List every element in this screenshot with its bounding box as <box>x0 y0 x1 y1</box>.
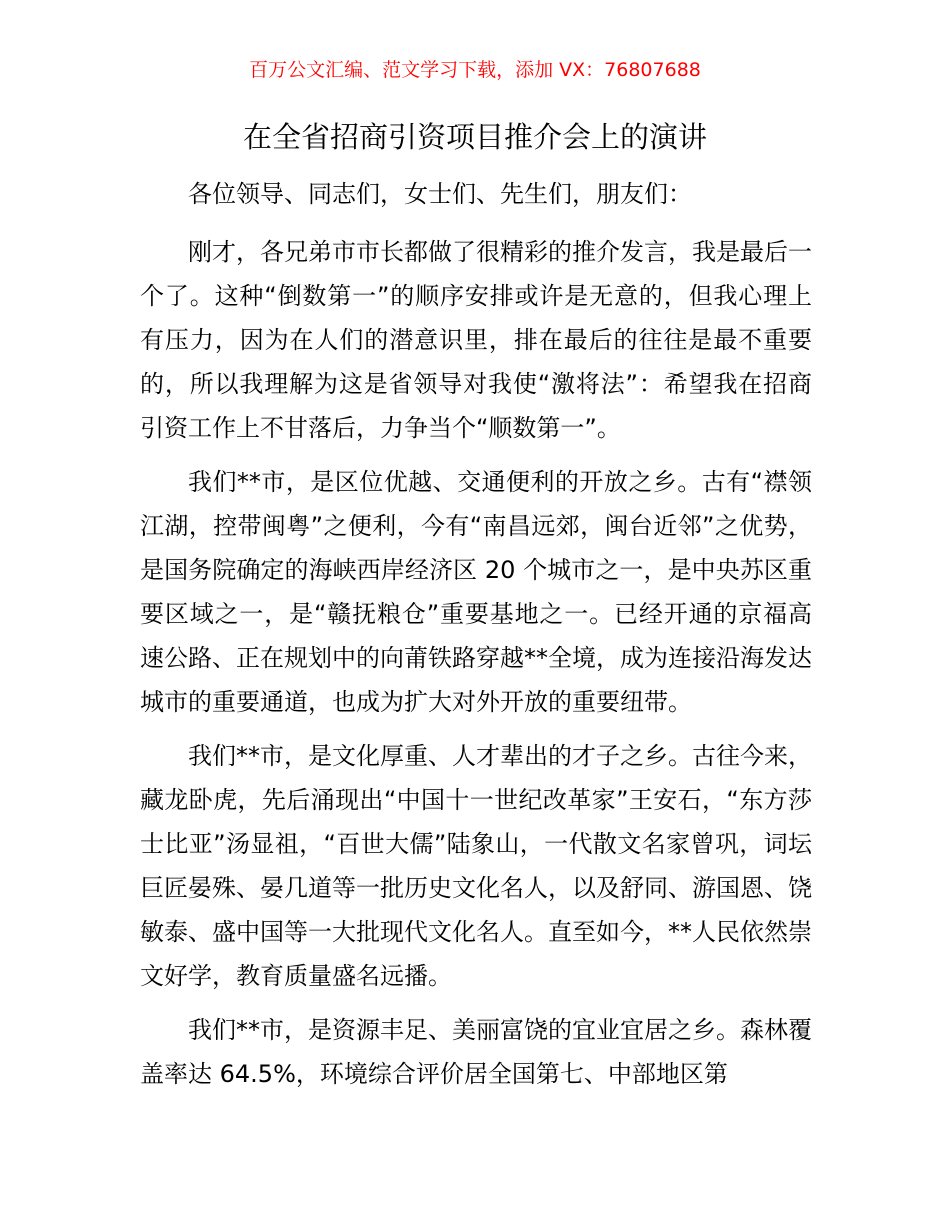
paragraph-resources: 我们**市，是资源丰足、美丽富饶的宜业宜居之乡。森林覆盖率达 64.5%，环境综合评价居全国第七、中部地区第 <box>140 1016 812 1088</box>
paragraph-culture: 我们**市，是文化厚重、人才辈出的才子之乡。古往今来，藏龙卧虎，先后涌现出“中国十一世纪改革家”王安石，“东方莎士比亚”汤显祖，“百世大儒”陆象山，一代散文名家曾巩，词坛巨匠晏殊、晏几道等一批历史文化名人，以及舒同、游国恩、饶敏泰、盛中国等一大批现代文化名人。直至如今，**人民依然崇文好学，教育质量盛名远播。 <box>140 742 812 990</box>
paragraph-opening: 刚才，各兄弟市市长都做了很精彩的推介发言，我是最后一个了。这种“倒数第一”的顺序安排或许是无意的，但我心理上有压力，因为在人们的潜意识里，排在最后的往往是最不重要的，所以我理解为这是省领导对我使“激将法”：希望我在招商引资工作上不甘落后，力争当个“顺数第一”。 <box>140 238 812 442</box>
greeting-line: 各位领导、同志们，女士们、先生们，朋友们： <box>188 180 692 208</box>
document-body <box>140 172 812 1106</box>
header-watermark-note: 百万公文汇编、范文学习下载，添加 VX：76807688 <box>249 59 701 81</box>
page-title: 在全省招商引资项目推介会上的演讲 <box>242 120 707 154</box>
paragraph-location: 我们**市，是区位优越、交通便利的开放之乡。古有“襟领江湖，控带闽粤”之便利，今有“南昌远郊，闽台近邻”之优势，是国务院确定的海峡西岸经济区 20 个城市之一，是中央苏区重要区域之一，是“赣抚粮仓”重要基地之一。已经开通的京福高速公路、正在规划中的向莆铁路穿越**全境，成为连接沿海发达城市的重要通道，也成为扩大对外开放的重要纽带。 <box>140 468 812 716</box>
